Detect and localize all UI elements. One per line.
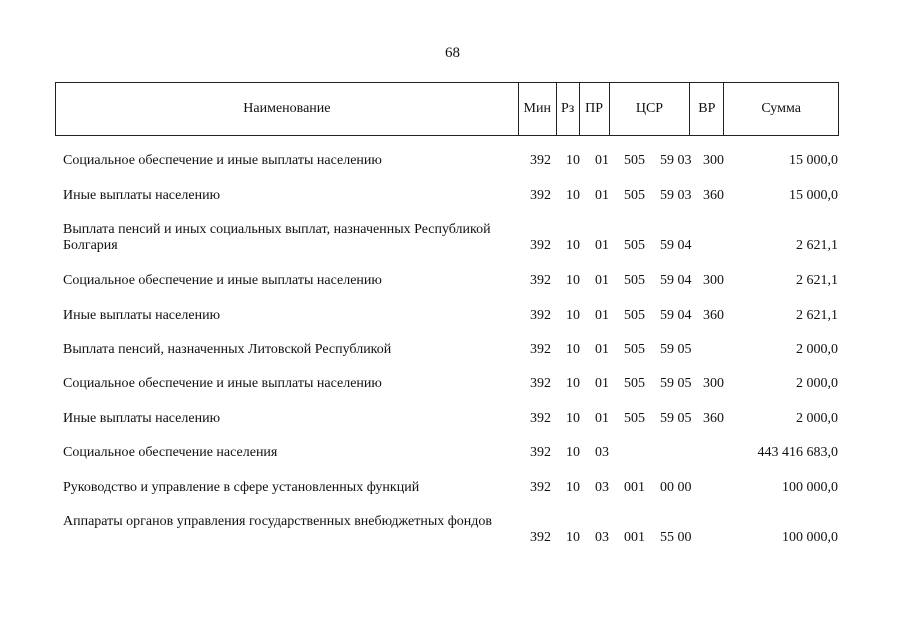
row-csr-program: 001 — [624, 480, 645, 495]
row-min: 392 — [530, 376, 551, 391]
row-csr-code: 00 00 — [660, 480, 692, 495]
row-name: Руководство и управление в сфере установленных функций — [63, 480, 420, 495]
header-sum: Сумма — [723, 83, 838, 135]
row-min: 392 — [530, 273, 551, 288]
row-name: Иные выплаты населению — [63, 308, 221, 323]
row-rz: 10 — [566, 411, 580, 426]
row-csr-code: 59 03 — [660, 188, 692, 203]
row-pr: 01 — [595, 411, 609, 426]
row-pr: 01 — [595, 153, 609, 168]
row-rz: 10 — [566, 445, 580, 460]
row-sum: 2 621,1 — [796, 273, 838, 288]
row-min: 392 — [530, 480, 551, 495]
row-name: Иные выплаты населению — [63, 411, 221, 426]
row-pr: 01 — [595, 308, 609, 323]
row-min: 392 — [530, 530, 551, 545]
row-csr-code: 55 00 — [660, 530, 692, 545]
row-pr: 03 — [595, 445, 609, 460]
row-vr: 360 — [703, 308, 724, 323]
row-sum: 2 621,1 — [796, 308, 838, 323]
row-pr: 03 — [595, 480, 609, 495]
row-name: Социальное обеспечение и иные выплаты населению — [63, 273, 382, 288]
row-sum: 2 621,1 — [796, 238, 838, 253]
row-csr-code: 59 05 — [660, 411, 692, 426]
row-min: 392 — [530, 342, 551, 357]
header-pr: ПР — [579, 83, 609, 135]
row-min: 392 — [530, 153, 551, 168]
page-number: 68 — [445, 45, 460, 61]
row-rz: 10 — [566, 238, 580, 253]
row-name: Выплата пенсий, назначенных Литовской Республикой — [63, 342, 392, 357]
row-rz: 10 — [566, 273, 580, 288]
row-csr-program: 001 — [624, 530, 645, 545]
row-sum: 15 000,0 — [789, 153, 838, 168]
row-vr: 300 — [703, 376, 724, 391]
row-rz: 10 — [566, 342, 580, 357]
row-pr: 01 — [595, 273, 609, 288]
row-min: 392 — [530, 445, 551, 460]
row-csr-program: 505 — [624, 376, 645, 391]
row-sum: 443 416 683,0 — [757, 445, 838, 460]
row-csr-code: 59 04 — [660, 308, 692, 323]
row-csr-program: 505 — [624, 411, 645, 426]
header-csr: ЦСР — [609, 83, 690, 135]
row-csr-program: 505 — [624, 308, 645, 323]
row-name: Социальное обеспечение населения — [63, 445, 278, 460]
row-min: 392 — [530, 188, 551, 203]
row-csr-program: 505 — [624, 273, 645, 288]
row-name: Социальное обеспечение и иные выплаты населению — [63, 376, 382, 391]
row-name: Иные выплаты населению — [63, 188, 221, 203]
row-rz: 10 — [566, 480, 580, 495]
header-rz: Рз — [556, 83, 579, 135]
row-pr: 01 — [595, 238, 609, 253]
row-pr: 01 — [595, 342, 609, 357]
row-csr-program: 505 — [624, 342, 645, 357]
row-sum: 15 000,0 — [789, 188, 838, 203]
header-name: Наименование — [243, 101, 331, 116]
row-csr-code: 59 04 — [660, 273, 692, 288]
row-rz: 10 — [566, 188, 580, 203]
row-pr: 01 — [595, 376, 609, 391]
row-vr: 300 — [703, 273, 724, 288]
row-pr: 03 — [595, 530, 609, 545]
row-sum: 100 000,0 — [782, 530, 838, 545]
row-min: 392 — [530, 238, 551, 253]
row-rz: 10 — [566, 376, 580, 391]
row-rz: 10 — [566, 530, 580, 545]
row-csr-program: 505 — [624, 153, 645, 168]
row-csr-program: 505 — [624, 188, 645, 203]
row-rz: 10 — [566, 308, 580, 323]
row-name: Выплата пенсий и иных социальных выплат, назначенных Республикой Болгария — [63, 222, 491, 253]
row-min: 392 — [530, 411, 551, 426]
row-name: Социальное обеспечение и иные выплаты населению — [63, 153, 382, 168]
row-vr: 360 — [703, 411, 724, 426]
row-rz: 10 — [566, 153, 580, 168]
row-csr-code: 59 03 — [660, 153, 692, 168]
row-pr: 01 — [595, 188, 609, 203]
row-sum: 2 000,0 — [796, 376, 838, 391]
row-vr: 360 — [703, 188, 724, 203]
row-name: Аппараты органов управления государственных внебюджетных фондов — [63, 514, 493, 529]
row-csr-code: 59 04 — [660, 238, 692, 253]
row-csr-code: 59 05 — [660, 342, 692, 357]
header-vr: ВР — [689, 83, 723, 135]
row-vr: 300 — [703, 153, 724, 168]
row-sum: 2 000,0 — [796, 411, 838, 426]
row-csr-program: 505 — [624, 238, 645, 253]
row-min: 392 — [530, 308, 551, 323]
row-sum: 100 000,0 — [782, 480, 838, 495]
header-min: Мин — [518, 83, 556, 135]
row-sum: 2 000,0 — [796, 342, 838, 357]
row-csr-code: 59 05 — [660, 376, 692, 391]
